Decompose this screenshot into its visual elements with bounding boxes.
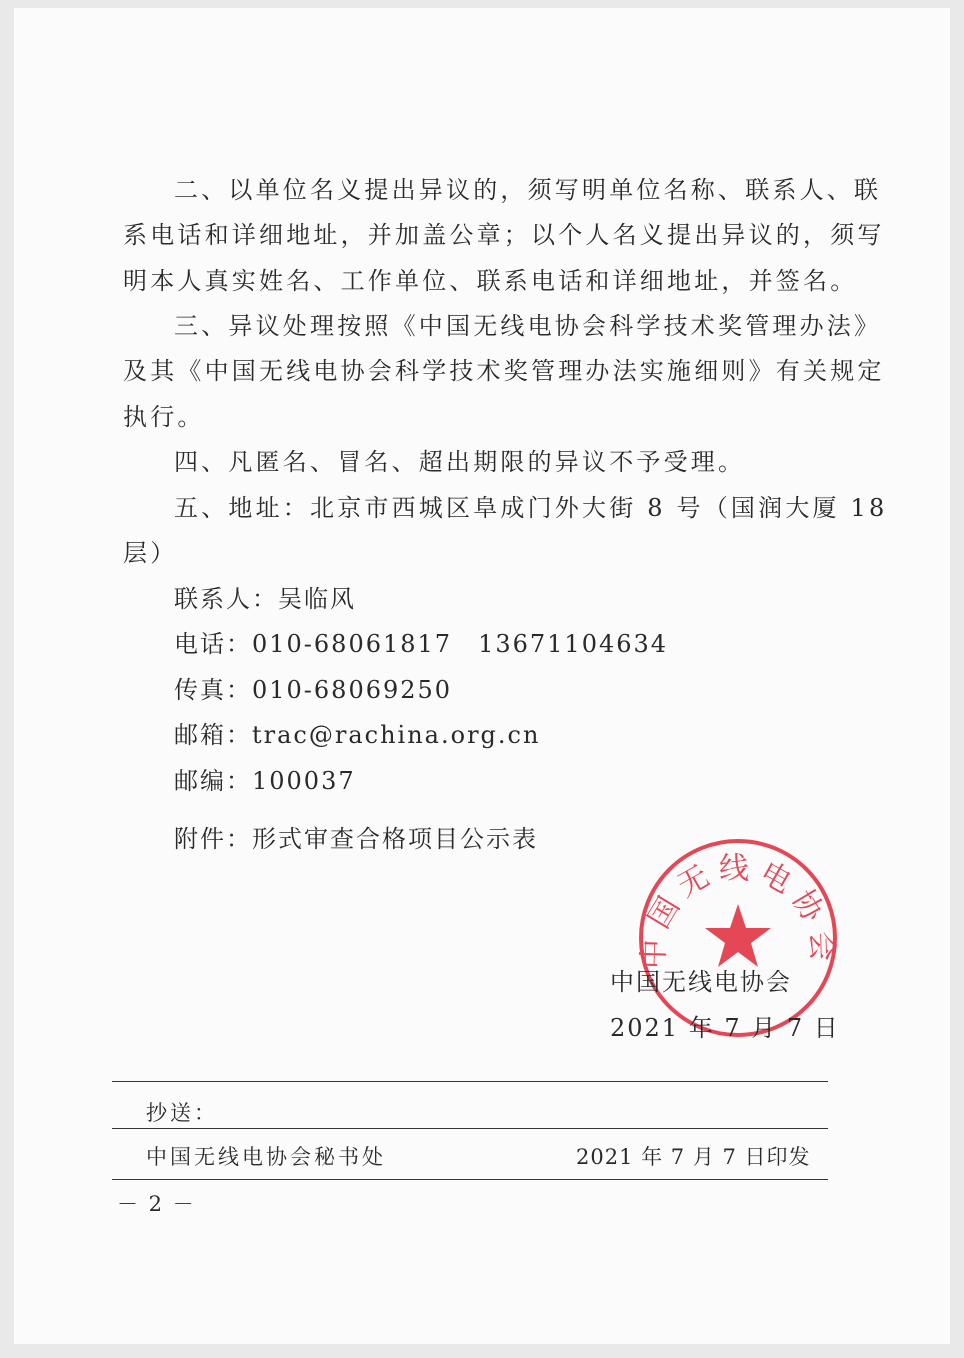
page-number: － 2 － (117, 1192, 196, 1216)
paragraph-5-line-2: 层） (123, 539, 178, 567)
cc-label: 抄送： (146, 1101, 218, 1125)
signature-date: 2021 年 7 月 7 日 (610, 1014, 840, 1042)
paragraph-3-line-1: 三、异议处理按照《中国无线电协会科学技术奖管理办法》 (174, 312, 882, 340)
footer-rule-bottom (112, 1179, 828, 1180)
paragraph-2-line-3: 明本人真实姓名、工作单位、联系电话和详细地址，并签名。 (123, 267, 858, 295)
seal-star-icon (705, 904, 771, 967)
issuer: 中国无线电协会秘书处 (146, 1145, 386, 1169)
attachment-line: 附件：形式审查合格项目公示表 (174, 825, 538, 853)
seal-text: 中国无线电协会 (636, 851, 840, 970)
paragraph-2-line-1: 二、以单位名义提出异议的，须写明单位名称、联系人、联 (174, 176, 882, 204)
paragraph-3-line-2: 及其《中国无线电协会科学技术奖管理办法实施细则》有关规定 (123, 357, 885, 385)
footer-rule-top (112, 1081, 828, 1082)
issue-date: 2021 年 7 月 7 日印发 (576, 1145, 811, 1169)
contact-person: 联系人：吴临风 (174, 585, 356, 613)
fax-line: 传真：010-68069250 (174, 676, 453, 704)
signature-organization: 中国无线电协会 (610, 968, 792, 996)
paragraph-3-line-3: 执行。 (123, 403, 205, 431)
postcode-line: 邮编：100037 (174, 767, 356, 795)
paragraph-5-line-1: 五、地址：北京市西城区阜成门外大街 8 号（国润大厦 18 (174, 494, 888, 522)
paragraph-2-line-2: 系电话和详细地址，并加盖公章；以个人名义提出异议的，须写 (123, 221, 885, 249)
paragraph-4: 四、凡匿名、冒名、超出期限的异议不予受理。 (174, 448, 746, 476)
phone-line: 电话：010-68061817 13671104634 (174, 630, 669, 658)
footer-rule-middle (112, 1128, 828, 1129)
email-line: 邮箱：trac@rachina.org.cn (174, 721, 541, 749)
